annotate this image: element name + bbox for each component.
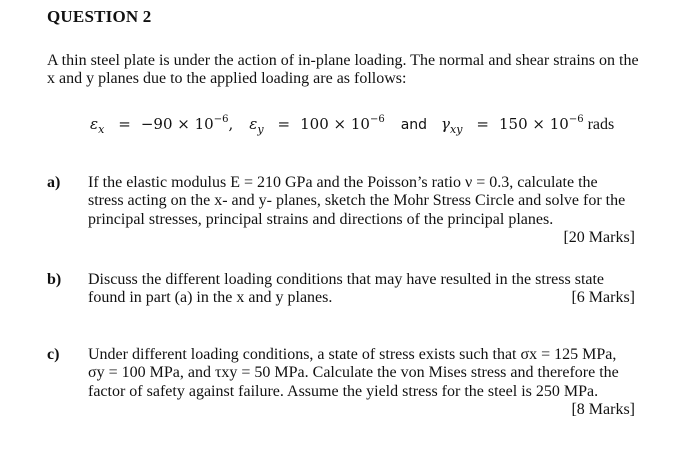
unit-label: rads: [587, 116, 615, 133]
part-c-body: [88, 346, 635, 418]
part-a-text: If the elastic modulus E = 210 GPa and the Poisson’s ratio ν = 0.3, calculate the stress acting on the x- and y- planes, sketch the Mohr Stress Circle and solve for the principal stresses, principal strains and directions of the principal planes.: [88, 174, 626, 228]
equals-sign-1: =: [118, 115, 131, 133]
part-c-text: Under different loading conditions, a state of stress exists such that σx = 125 MPa, σy = 100 MPa, and τxy = 50 MPa. Calculate the von Mises stress and therefore the factor of safety against failure. Assume the yield stress for the steel is 250 MPa.: [88, 346, 619, 400]
part-b-letter: b): [47, 271, 62, 288]
part-b-marks: [6 Marks]: [571, 289, 635, 307]
question-heading: QUESTION 2: [47, 7, 152, 26]
eps-y-term: $\varepsilon_y$: [249, 115, 264, 136]
part-a-body: [88, 174, 635, 247]
part-c: [47, 346, 647, 428]
eps-y-value: $100 \times 10^{-6}$: [300, 114, 385, 133]
eps-x-term: $\varepsilon_x$: [90, 115, 105, 136]
part-a: [47, 174, 647, 256]
part-b-body: [88, 271, 635, 308]
equals-sign-2: =: [277, 115, 291, 133]
part-a-marks: [20 Marks]: [563, 228, 635, 246]
gamma-xy-term: $\gamma_{xy}$: [441, 115, 463, 136]
part-c-marks: [8 Marks]: [571, 400, 635, 418]
intro-paragraph: A thin steel plate is under the action of in-plane loading. The normal and shear strains on the x and y planes due to the applied loading are as follows:: [47, 52, 639, 87]
part-b: [47, 271, 647, 313]
equals-sign-3: =: [476, 115, 489, 133]
comma-sep: ,: [228, 115, 234, 133]
strain-equation: [90, 114, 650, 136]
part-b-text: Discuss the different loading conditions that may have resulted in the stress state found in part (a) in the x and y planes.: [88, 271, 605, 307]
part-c-letter: c): [47, 346, 60, 363]
gamma-value: $150 \times 10^{-6}$: [499, 114, 584, 133]
and-word: and: [400, 117, 428, 133]
part-a-letter: a): [47, 174, 61, 191]
eps-x-value: $-90 \times 10^{-6}$: [140, 114, 229, 133]
